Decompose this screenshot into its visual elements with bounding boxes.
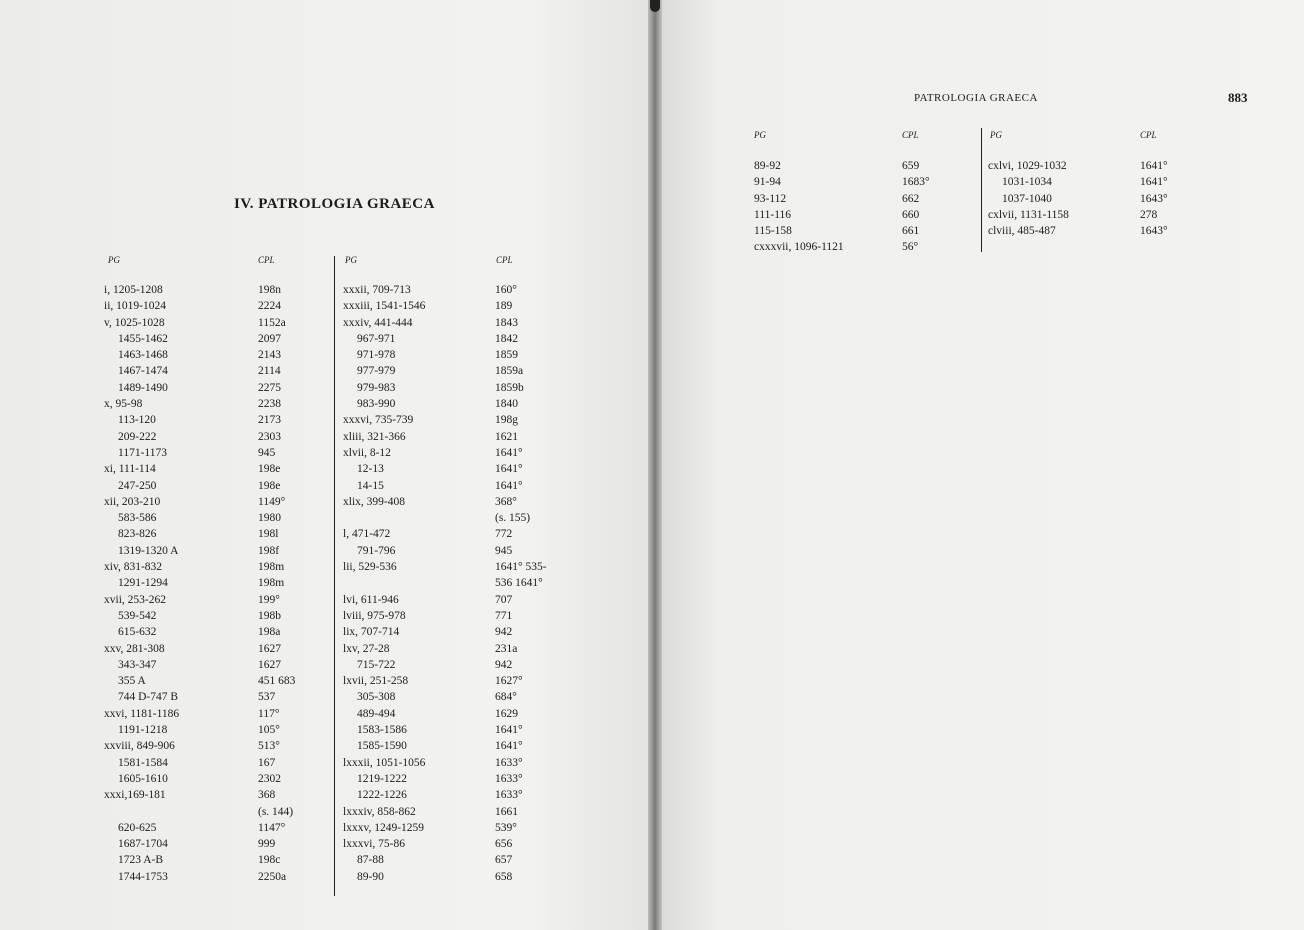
pg-entry: 87-88 — [357, 854, 384, 867]
cpl-entry: 368 — [258, 789, 276, 802]
pg-entry: lxxxii, 1051-1056 — [343, 756, 426, 769]
pg-entry: 14-15 — [357, 479, 384, 492]
cpl-column — [258, 282, 295, 885]
cpl-entry: 198m — [258, 577, 285, 590]
pg-entry: lviii, 975-978 — [343, 609, 406, 622]
cpl-entry: 1641° — [495, 463, 523, 476]
cpl-entry: 198n — [258, 284, 281, 296]
cpl-entry: 1859a — [495, 365, 524, 378]
pg-entry: 305-308 — [357, 691, 396, 704]
section-title: IV. PATROLOGIA GRAECA — [234, 196, 435, 212]
pg-entry: 343-347 — [118, 658, 157, 671]
pg-entry: 971-978 — [357, 349, 396, 362]
pg-entry: 1219-1222 — [357, 772, 407, 785]
pg-entry: 89-92 — [754, 160, 781, 172]
cpl-entry: 2143 — [258, 349, 281, 362]
cpl-entry: 945 — [258, 446, 276, 459]
pg-entry: 113-120 — [118, 414, 156, 427]
pg-entry: xxxvi, 735-739 — [343, 414, 414, 427]
pg-entry: v, 1025-1028 — [104, 316, 165, 329]
pg-entry: lvi, 611-946 — [343, 593, 399, 606]
cpl-entry: 368° — [495, 495, 517, 508]
cpl-entry: 1629 — [495, 707, 518, 720]
pg-entry — [343, 510, 425, 526]
pg-entry: 1489-1490 — [118, 381, 168, 394]
cpl-column — [495, 282, 547, 885]
cpl-entry: 1641° — [1140, 160, 1168, 172]
cpl-entry: 1147° — [258, 821, 286, 834]
page-number: 883 — [1228, 90, 1248, 105]
cpl-entry: 189 — [495, 300, 513, 313]
cpl-entry: 660 — [902, 208, 920, 221]
col-head-pg: PG — [345, 255, 357, 265]
pg-entry: i, 1205-1208 — [104, 284, 163, 296]
pg-entry: lxxxv, 1249-1259 — [343, 821, 425, 834]
cpl-entry: 2303 — [258, 430, 281, 443]
cpl-entry: 1621 — [495, 430, 518, 443]
cpl-entry: 1842 — [495, 332, 518, 345]
pg-entry: 1585-1590 — [357, 740, 407, 753]
pg-entry: 1171-1173 — [118, 446, 167, 459]
pg-entry: xxviii, 849-906 — [104, 740, 175, 753]
cpl-entry: 198g — [495, 414, 518, 427]
cpl-entry: 117° — [258, 707, 280, 720]
cpl-entry: 2302 — [258, 772, 281, 785]
cpl-entry: 2250a — [258, 870, 287, 883]
column-divider — [981, 128, 982, 252]
pg-entry: 744 D-747 B — [118, 691, 179, 704]
cpl-column — [902, 158, 930, 256]
pg-entry: xii, 203-210 — [104, 495, 161, 508]
cpl-entry: 198e — [258, 463, 281, 476]
pg-entry: xxv, 281-308 — [104, 642, 165, 655]
pg-entry: lxxxvi, 75-86 — [343, 838, 405, 851]
cpl-entry: 537 — [258, 691, 276, 704]
pg-entry: 791-796 — [357, 544, 396, 557]
cpl-entry: 1641° — [495, 724, 523, 737]
cpl-entry: 942 — [495, 658, 513, 671]
cpl-entry: 1683° — [902, 176, 930, 189]
cpl-entry: 1840 — [495, 398, 518, 411]
cpl-entry: 1633° — [495, 756, 523, 769]
col-head-pg: PG — [754, 130, 766, 140]
pg-entry: x, 95-98 — [104, 398, 143, 411]
pg-entry: 1467-1474 — [118, 365, 168, 378]
cpl-entry: 231a — [495, 642, 518, 655]
pg-column — [343, 282, 425, 885]
pg-entry: 615-632 — [118, 626, 157, 639]
column-divider — [334, 256, 335, 896]
cpl-entry: 1843 — [495, 316, 518, 329]
pg-entry: xxxi,169-181 — [104, 789, 166, 802]
cpl-entry: 1643° — [1140, 192, 1168, 205]
cpl-entry: 1641° — [495, 446, 523, 459]
pg-entry: 539-542 — [118, 609, 157, 622]
pg-entry: xxvi, 1181-1186 — [104, 707, 180, 720]
book-gutter — [648, 0, 662, 930]
pg-entry: 1037-1040 — [1002, 192, 1052, 205]
cpl-entry: 707 — [495, 593, 513, 606]
pg-entry: 1583-1586 — [357, 724, 407, 737]
pg-entry: lxv, 27-28 — [343, 642, 390, 655]
cpl-entry: 656 — [495, 838, 513, 851]
pg-entry: 111-116 — [754, 208, 792, 221]
pg-entry: xvii, 253-262 — [104, 593, 166, 606]
pg-entry: xliii, 321-366 — [343, 430, 406, 443]
cpl-entry: 661 — [902, 225, 920, 238]
cpl-entry: 2114 — [258, 365, 281, 378]
cpl-entry: 1633° — [495, 772, 523, 785]
col-head-cpl: CPL — [496, 255, 513, 265]
cpl-entry: 684° — [495, 691, 517, 704]
cpl-entry: 2224 — [258, 300, 281, 313]
cpl-entry: 1641° — [1140, 176, 1168, 189]
pg-entry: 1723 A-B — [118, 854, 164, 867]
cpl-entry: 1859 — [495, 349, 518, 362]
pg-entry: 355 A — [118, 675, 146, 688]
cpl-entry: 2097 — [258, 332, 281, 345]
cpl-entry: 1980 — [258, 512, 281, 525]
cpl-entry: 999 — [258, 838, 276, 851]
pg-entry: xiv, 831-832 — [104, 561, 163, 574]
col-head-pg: PG — [108, 255, 120, 265]
pg-entry: 823-826 — [118, 528, 157, 541]
pg-entry: 983-990 — [357, 398, 396, 411]
cpl-entry: 513° — [258, 740, 280, 753]
cpl-entry: 1627 — [258, 642, 281, 655]
pg-entry: lxxxiv, 858-862 — [343, 805, 416, 818]
pg-entry: xxxiii, 1541-1546 — [343, 300, 426, 313]
pg-entry: 977-979 — [357, 365, 396, 378]
pg-entry: 1463-1468 — [118, 349, 168, 362]
cpl-entry: 942 — [495, 626, 513, 639]
cpl-entry: 198l — [258, 528, 279, 541]
pg-column — [104, 282, 179, 885]
pg-entry: xi, 111-114 — [104, 463, 156, 476]
cpl-entry: 198c — [258, 854, 281, 867]
cpl-entry: 1149° — [258, 495, 286, 508]
pg-entry: 1191-1218 — [118, 724, 168, 737]
right-page — [656, 0, 1304, 930]
cpl-entry: 2275 — [258, 381, 281, 394]
pg-entry: xxxiv, 441-444 — [343, 316, 413, 329]
gutter-shadow — [650, 0, 660, 12]
cpl-entry: (s. 144) — [258, 805, 294, 818]
pg-entry: cxlvii, 1131-1158 — [988, 208, 1069, 221]
running-head: PATROLOGIA GRAECA — [914, 92, 1038, 104]
cpl-entry: 451 683 — [258, 675, 296, 688]
pg-entry: l, 471-472 — [343, 528, 391, 541]
col-head-pg: PG — [990, 130, 1002, 140]
pg-entry: 1319-1320 A — [118, 544, 179, 557]
cpl-entry: 658 — [495, 870, 513, 883]
cpl-entry: 199° — [258, 593, 280, 606]
pg-entry: 12-13 — [357, 463, 384, 476]
cpl-entry: 662 — [902, 192, 920, 205]
pg-entry — [104, 804, 179, 820]
pg-entry: ii, 1019-1024 — [104, 300, 166, 313]
pg-entry: 1291-1294 — [118, 577, 168, 590]
pg-entry: 93-112 — [754, 192, 787, 205]
cpl-entry: (s. 155) — [495, 512, 531, 525]
pg-entry: 1031-1034 — [1002, 176, 1052, 189]
pg-entry: lii, 529-536 — [343, 561, 397, 574]
pg-entry: 583-586 — [118, 512, 157, 525]
col-head-cpl: CPL — [258, 255, 275, 265]
cpl-entry: 536 1641° — [495, 577, 543, 590]
pg-entry: 1455-1462 — [118, 332, 168, 345]
pg-entry: xlix, 399-408 — [343, 495, 405, 508]
cpl-entry: 1627° — [495, 675, 523, 688]
pg-entry — [343, 575, 425, 591]
pg-column — [988, 158, 1069, 239]
pg-entry: 979-983 — [357, 381, 396, 394]
pg-entry: 89-90 — [357, 870, 384, 883]
cpl-entry: 160° — [495, 284, 517, 296]
pg-entry: 715-722 — [357, 658, 396, 671]
cpl-entry: 56° — [902, 241, 919, 254]
cpl-entry: 105° — [258, 724, 280, 737]
pg-column — [754, 158, 844, 256]
cpl-entry: 198m — [258, 561, 285, 574]
col-head-cpl: CPL — [1140, 130, 1157, 140]
col-head-cpl: CPL — [902, 130, 919, 140]
cpl-entry: 2238 — [258, 398, 281, 411]
cpl-entry: 1641° 535- — [495, 561, 547, 574]
pg-entry: 1222-1226 — [357, 789, 407, 802]
cpl-entry: 198f — [258, 544, 280, 557]
cpl-entry: 1661 — [495, 805, 518, 818]
cpl-entry: 1627 — [258, 658, 281, 671]
pg-entry: lix, 707-714 — [343, 626, 400, 639]
pg-entry: clviii, 485-487 — [988, 225, 1056, 238]
pg-entry: 1581-1584 — [118, 756, 168, 769]
pg-entry: 91-94 — [754, 176, 781, 189]
pg-entry: 1744-1753 — [118, 870, 168, 883]
cpl-column — [1140, 158, 1168, 239]
cpl-entry: 659 — [902, 160, 920, 172]
pg-entry: 489-494 — [357, 707, 396, 720]
cpl-entry: 198b — [258, 609, 281, 622]
pg-entry: cxlvi, 1029-1032 — [988, 160, 1067, 172]
cpl-entry: 278 — [1140, 208, 1158, 221]
pg-entry: 1687-1704 — [118, 838, 168, 851]
cpl-entry: 1641° — [495, 740, 523, 753]
cpl-entry: 657 — [495, 854, 513, 867]
cpl-entry: 1859b — [495, 381, 524, 394]
cpl-entry: 1633° — [495, 789, 523, 802]
cpl-entry: 771 — [495, 609, 513, 622]
pg-entry: cxxxvii, 1096-1121 — [754, 241, 844, 254]
cpl-entry: 1643° — [1140, 225, 1168, 238]
pg-entry: xxxii, 709-713 — [343, 284, 411, 296]
cpl-entry: 945 — [495, 544, 513, 557]
cpl-entry: 1152a — [258, 316, 286, 329]
pg-entry: xlvii, 8-12 — [343, 446, 391, 459]
pg-entry: 247-250 — [118, 479, 157, 492]
cpl-entry: 1641° — [495, 479, 523, 492]
pg-entry: lxvii, 251-258 — [343, 675, 409, 688]
cpl-entry: 539° — [495, 821, 517, 834]
cpl-entry: 772 — [495, 528, 513, 541]
pg-entry: 967-971 — [357, 332, 396, 345]
pg-entry: 115-158 — [754, 225, 792, 238]
pg-entry: 620-625 — [118, 821, 157, 834]
cpl-entry: 167 — [258, 756, 276, 769]
pg-entry: 209-222 — [118, 430, 157, 443]
pg-entry: 1605-1610 — [118, 772, 168, 785]
cpl-entry: 198e — [258, 479, 281, 492]
cpl-entry: 2173 — [258, 414, 281, 427]
cpl-entry: 198a — [258, 626, 281, 639]
